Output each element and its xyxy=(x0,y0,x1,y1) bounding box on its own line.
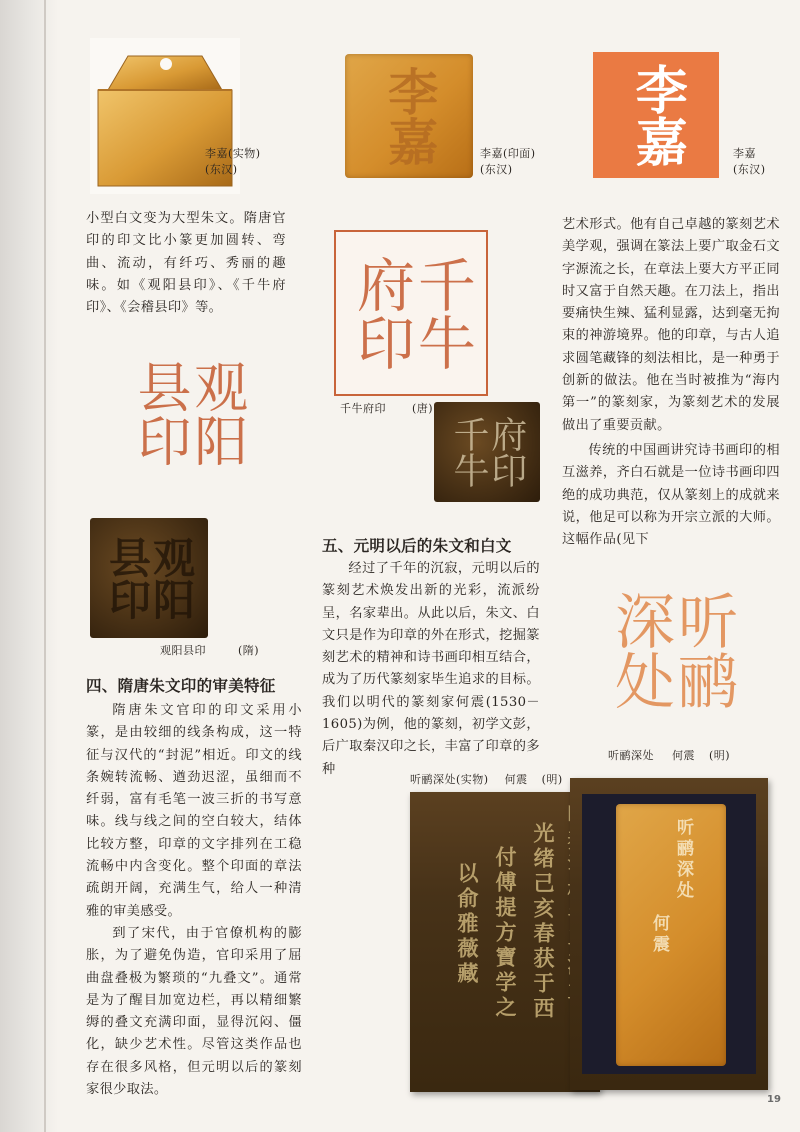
section5-heading: 五、元明以后的朱文和白文 xyxy=(322,537,512,555)
section4-paragraph-2: 到了宋代，由于官僚机构的膨胀，为了避免伪造，官印采用了屈曲盘叠极为繁琐的“九叠文”。通常是为了醒目加宽边栏，再以精细繁缛的叠文充满印面，显得沉闷、僵化，缺少艺术性。尽管这类作品也存在很多风格，但元明以后的篆刻家很少取法。 xyxy=(86,925,302,1098)
qianniu-dark-glyphs: 府印千牛 xyxy=(448,416,527,488)
caption-guanyang-name: 观阳县印 xyxy=(160,644,206,657)
caption-qianniu-name: 千牛府印 xyxy=(340,402,386,415)
caption-guanyang xyxy=(160,643,310,659)
caption-seal-print-era: (东汉) xyxy=(733,163,766,176)
caption-seal-print-name: 李嘉 xyxy=(733,147,756,160)
caption-seal-face xyxy=(480,146,560,178)
qianniu-red-glyphs: 千牛府印 xyxy=(347,255,476,371)
caption-tingou-object-name: 听鹂深处(实物) xyxy=(410,773,489,786)
page-number: 19 xyxy=(767,1094,781,1105)
caption-seal-object-era: (东汉) xyxy=(205,163,238,176)
box-seal-stone xyxy=(616,804,726,1066)
box-inscription-3: 付傅提方寶学之 xyxy=(493,846,518,1021)
seal-face-photo xyxy=(345,54,473,178)
section4-heading: 四、隋唐朱文印的审美特征 xyxy=(86,677,276,695)
caption-qianniu-era: (唐) xyxy=(412,402,434,415)
wooden-box-base xyxy=(570,778,768,1090)
tingou-red-glyphs: 听鹂深处 xyxy=(605,590,738,710)
guanyang-red-glyphs: 观阳县印 xyxy=(129,359,249,467)
caption-seal-object-name: 李嘉(实物) xyxy=(205,147,261,160)
caption-tingou-author: 何震 xyxy=(672,749,695,762)
seal-print-glyphs: 李嘉 xyxy=(626,63,688,167)
tingou-red-seal xyxy=(596,570,746,730)
box-inscription-2: 光绪己亥春获于西 xyxy=(531,822,556,1022)
caption-tingou-object-author: 何震 xyxy=(504,773,528,786)
caption-tingou-object-era: (明) xyxy=(541,773,563,786)
box-stone-inscription-2: 何震 xyxy=(649,914,669,956)
seal-face-glyphs: 李嘉 xyxy=(380,66,440,166)
seal-print xyxy=(593,52,719,178)
caption-tingou-era: (明) xyxy=(709,749,731,762)
section4-text xyxy=(86,700,302,1101)
guanyang-dark-seal xyxy=(90,518,208,638)
section5-paragraph-1: 经过了千年的沉寂，元明以后的篆刻艺术焕发出新的光彩，流派纷呈，名家辈出。从此以后，朱文、白文只是作为印章的外在形式，挖掘篆刻艺术的精神和诗书画印相互结合，成为了历代篆刻家毕生追求的目标。我们以明代的篆刻家何震(1530－1605)为例，他的篆刻，初学文彭，后广取秦汉印之长，丰富了印章的多种 xyxy=(322,561,540,777)
caption-guanyang-era: (隋) xyxy=(238,644,260,657)
caption-seal-object xyxy=(205,146,315,178)
gutter-line xyxy=(44,0,46,1132)
col1-intro-paragraph: 小型白文变为大型朱文。隋唐官印的印文比小篆更加圆转、弯曲、流动，有纤巧、秀丽的趣味。如《观阳县印》、《千牛府印》、《会稽县印》等。 xyxy=(86,211,286,316)
caption-seal-print xyxy=(733,146,793,178)
guanyang-red-seal xyxy=(118,338,258,488)
caption-seal-face-era: (东汉) xyxy=(480,163,513,176)
qianniu-red-seal xyxy=(334,230,488,396)
book-gutter xyxy=(0,0,58,1132)
col3-paragraph-1: 艺术形式。他有自己卓越的篆刻艺术美学观，强调在篆法上要广取金石文字源流之长，在章法上要大方平正同时又富于自然天趣。在刀法上，指出要痛快生辣、猛利显露，达到毫无拘束的神游境界。他的印章，与古人追求圆笔藏锋的刻法相比，是一种勇于创新的做法。他在当时被推为“海内第一”的篆刻家，为篆刻艺术的发展做出了重要贡献。 xyxy=(562,217,780,433)
col3-paragraph-2: 传统的中国画讲究诗书画印的相互滋养，齐白石就是一位诗书画印四绝的成功典范，仅从篆刻上的成就来说，他足可以称为开宗立派的大师。这幅作品(见下 xyxy=(562,443,780,548)
caption-tingou-name: 听鹂深处 xyxy=(608,749,654,762)
box-stone-inscription-1: 听鹂深处 xyxy=(673,818,693,902)
box-inscription-4: 以俞雅薇藏 xyxy=(455,862,480,987)
caption-tingou xyxy=(608,748,778,764)
box-inner-lining xyxy=(582,794,756,1074)
caption-seal-face-name: 李嘉(印面) xyxy=(480,147,536,160)
guanyang-dark-glyphs: 观阳县印 xyxy=(103,536,197,620)
qianniu-dark-seal xyxy=(434,402,540,502)
section4-paragraph-1: 隋唐朱文官印的印文采用小篆，是由较细的线条构成，这一特征与汉代的“封泥”相近。印文的线条婉转流畅、遒劲迟涩，虽细而不纤弱，富有毛笔一波三折的书写意味。线与线之间的空白较大，结体比较方整，印章的文字排列在工稳流畅中内含变化。整个印面的章法疏朗开阔，充满生气，给人一种清雅的审美感受。 xyxy=(86,703,302,919)
